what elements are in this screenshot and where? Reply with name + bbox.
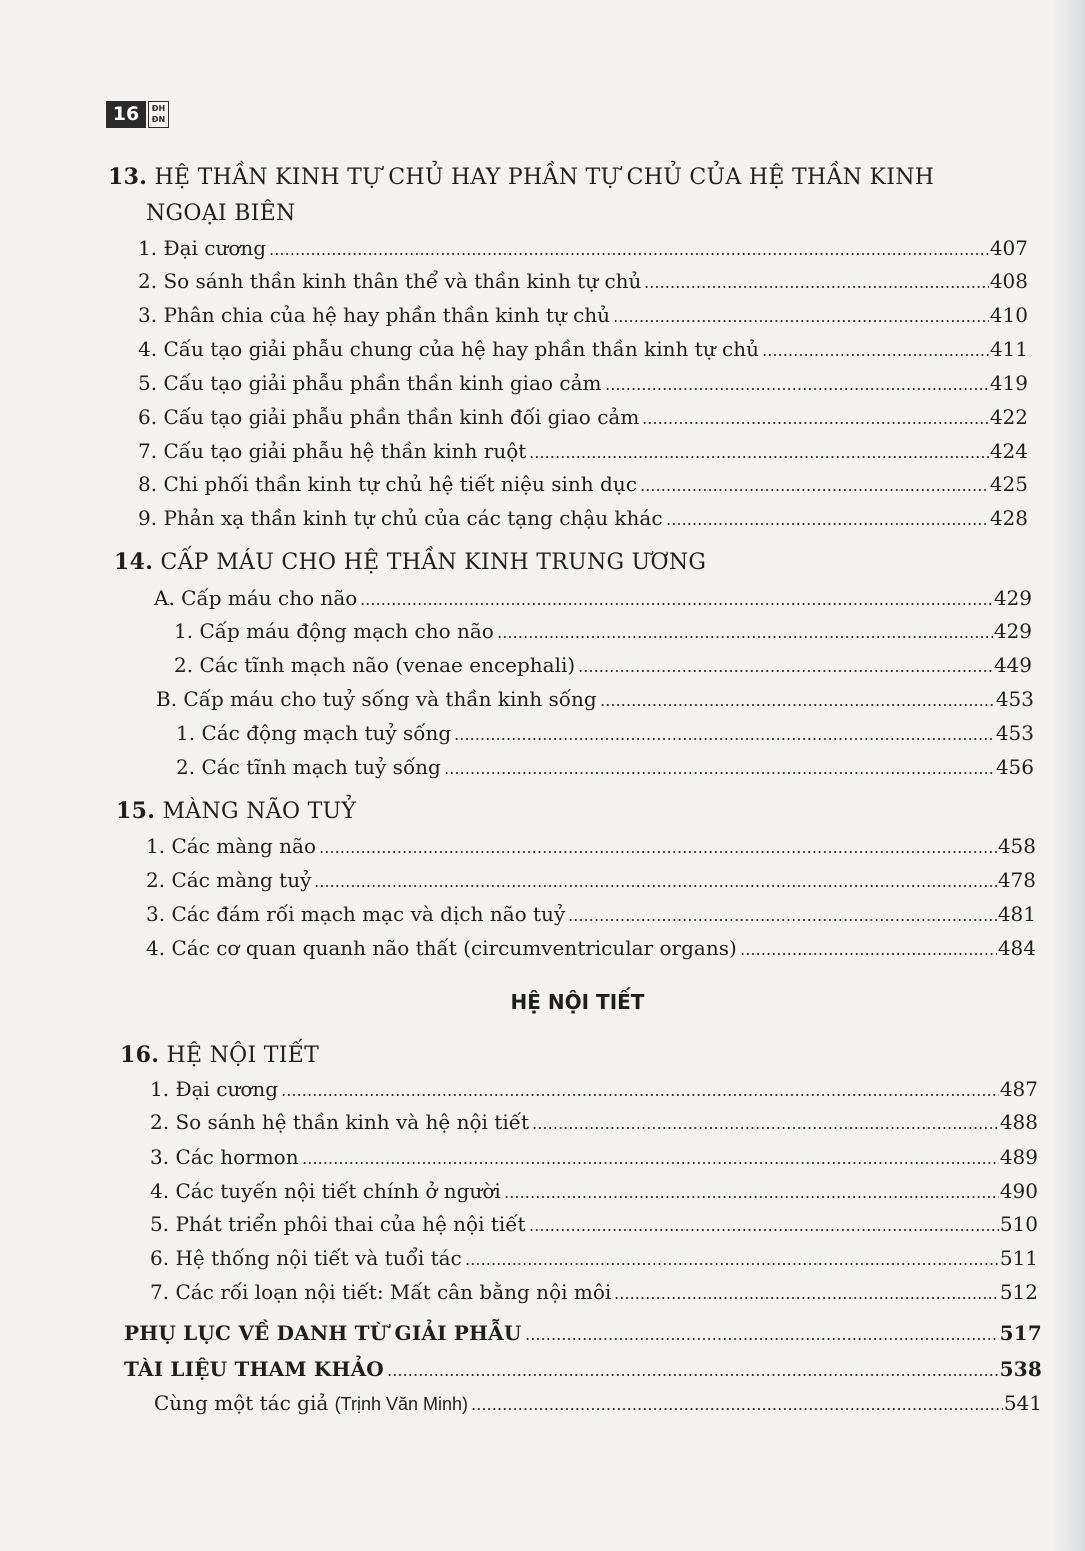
chapter-13-title: 13. HỆ THẦN KINH TỰ CHỦ HAY PHẦN TỰ CHỦ CỦA HỆ THẦN KINH: [108, 164, 935, 190]
toc-entry-appendix[interactable]: PHỤ LỤC VỀ DANH TỪ GIẢI PHẪU 517: [124, 1321, 1042, 1345]
toc-entry[interactable]: 1. Các màng não 458: [146, 834, 1036, 858]
toc-entry[interactable]: 2. Các màng tuỷ 478: [146, 868, 1036, 892]
toc-entry[interactable]: 9. Phản xạ thần kinh tự chủ của các tạng chậu khác 428: [138, 506, 1028, 530]
page-number: 16: [106, 101, 146, 128]
toc-entry[interactable]: 2. Các tĩnh mạch não (venae encephali) 449: [174, 653, 1032, 677]
toc-entry[interactable]: 3. Các hormon 489: [150, 1145, 1038, 1169]
toc-entry[interactable]: 3. Các đám rối mạch mạc và dịch não tuỷ 481: [146, 902, 1036, 926]
toc-entry[interactable]: 5. Phát triển phôi thai của hệ nội tiết 510: [150, 1212, 1038, 1236]
publisher-logo: ĐH ĐN: [148, 101, 169, 128]
toc-entry[interactable]: A. Cấp máu cho não 429: [154, 586, 1032, 610]
toc-entry[interactable]: 6. Hệ thống nội tiết và tuổi tác 511: [150, 1246, 1038, 1270]
chapter-14-title: 14. CẤP MÁU CHO HỆ THẦN KINH TRUNG ƯƠNG: [114, 549, 707, 575]
toc-entry[interactable]: 5. Cấu tạo giải phẫu phần thần kinh giao cảm 419: [138, 371, 1028, 395]
page-edge: [1051, 0, 1085, 1551]
toc-entry[interactable]: 4. Các tuyến nội tiết chính ở người 490: [150, 1179, 1038, 1203]
toc-entry[interactable]: 3. Phân chia của hệ hay phần thần kinh tự chủ 410: [138, 303, 1028, 327]
toc-entry[interactable]: 7. Các rối loạn nội tiết: Mất cân bằng nội môi 512: [150, 1280, 1038, 1304]
toc-entry[interactable]: 2. Các tĩnh mạch tuỷ sống 456: [176, 755, 1034, 779]
toc-entry[interactable]: 2. So sánh hệ thần kinh và hệ nội tiết 488: [150, 1110, 1038, 1134]
toc-entry[interactable]: 1. Cấp máu động mạch cho não 429: [174, 619, 1032, 643]
toc-entry[interactable]: 7. Cấu tạo giải phẫu hệ thần kinh ruột 424: [138, 439, 1028, 463]
toc-entry[interactable]: 8. Chi phối thần kinh tự chủ hệ tiết niệu sinh dục 425: [138, 472, 1028, 496]
chapter-15-title: 15. MÀNG NÃO TUỶ: [116, 798, 357, 824]
toc-entry[interactable]: 1. Các động mạch tuỷ sống 453: [176, 721, 1034, 745]
toc-entry-same-author[interactable]: Cùng một tác giả (Trịnh Văn Minh) 541: [154, 1391, 1042, 1415]
chapter-16-title: 16. HỆ NỘI TIẾT: [120, 1042, 320, 1068]
section-heading: HỆ NỘI TIẾT: [510, 990, 645, 1014]
toc-entry-references[interactable]: TÀI LIỆU THAM KHẢO 538: [124, 1357, 1042, 1381]
toc-entry[interactable]: 1. Đại cương 407: [138, 236, 1028, 260]
toc-entry[interactable]: 2. So sánh thần kinh thân thể và thần kinh tự chủ 408: [138, 269, 1028, 293]
toc-entry[interactable]: 6. Cấu tạo giải phẫu phần thần kinh đối giao cảm 422: [138, 405, 1028, 429]
toc-entry[interactable]: B. Cấp máu cho tuỷ sống và thần kinh sống 453: [156, 687, 1034, 711]
toc-entry[interactable]: 1. Đại cương 487: [150, 1077, 1038, 1101]
page-header: [106, 101, 169, 128]
chapter-13-title-cont: NGOẠI BIÊN: [146, 201, 296, 226]
toc-entry[interactable]: 4. Các cơ quan quanh não thất (circumventricular organs) 484: [146, 936, 1036, 960]
toc-entry[interactable]: 4. Cấu tạo giải phẫu chung của hệ hay phần thần kinh tự chủ 411: [138, 337, 1028, 361]
